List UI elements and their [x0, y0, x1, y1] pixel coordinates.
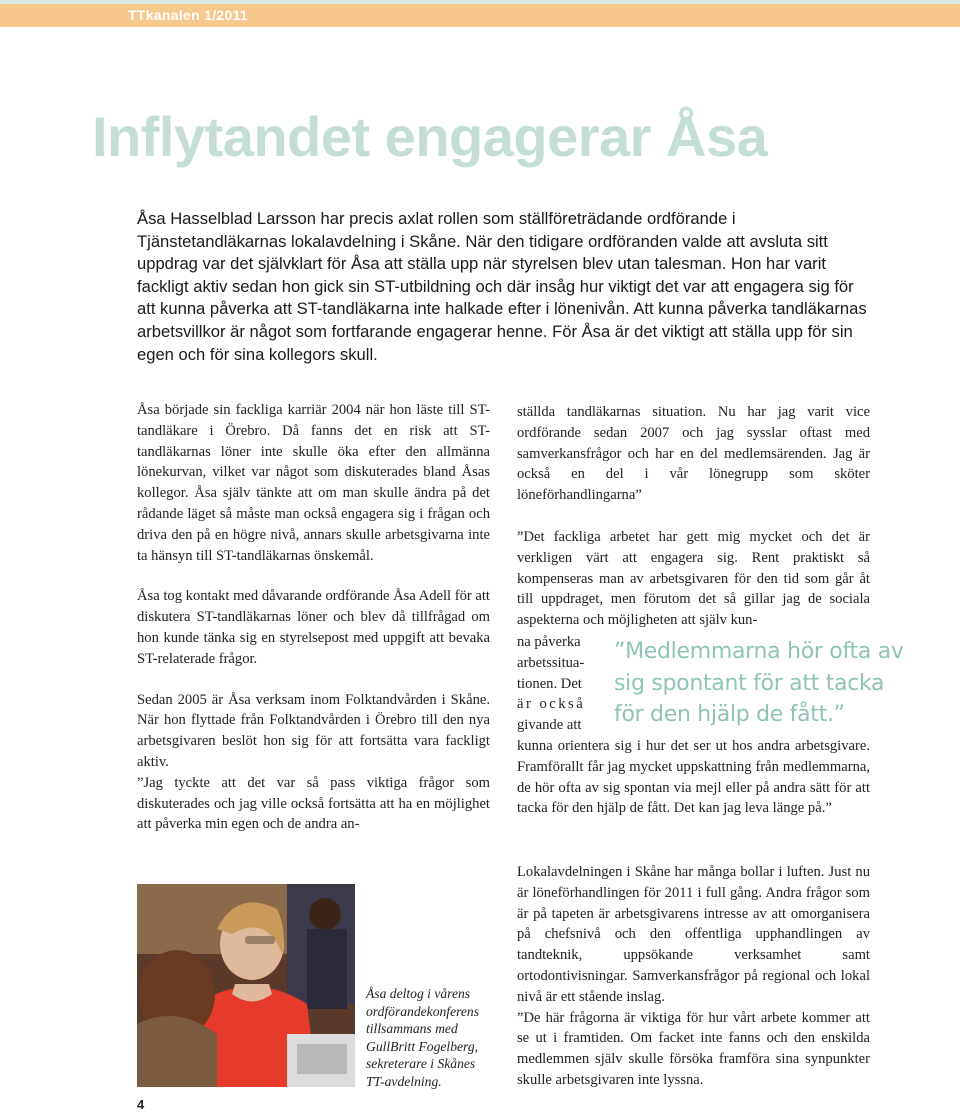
- photo-caption: Åsa deltog i vårens ordförandekonferens tillsammans med GullBritt Fogelberg, sekreterare i Skånes TT-avdelning.: [366, 986, 480, 1089]
- article-title: Inflytandet engagerar Åsa: [92, 105, 768, 168]
- body-paragraph: Lokalavdelningen i Skåne har många bollar i luften. Just nu är löneförhandlingen för 2011 i full gång. Andra frågor som är på tapeten är arbetsgivarens intresse av att omorganisera på chefsnivå och den offentliga upphandlingen av tandteknik, uppsökande verksamhet samt ortodontivisningar. Samverkansfrågor på regional och lokal nivå är ett stående inslag.: [517, 864, 870, 1005]
- body-paragraph: ”De här frågorna är viktiga för hur vårt arbete kommer att se ut i framtiden. Om facket inte fanns och den enskilda medlemmen själv skulle försöka framföra sina synpunkter skulle arbetsgivaren inte lyssna.: [517, 1009, 870, 1088]
- page-number: 4: [137, 1097, 145, 1112]
- text-line: givande att: [517, 717, 582, 734]
- body-paragraph: Sedan 2005 är Åsa verksam inom Folktandvården i Skåne. När hon flyttade från Folktandvården i Örebro till den nya arbetsgivaren beslöt hon sig för att fortsätta vara fackligt aktiv.: [137, 691, 490, 770]
- pull-quote: ”Medlemmarna hör ofta av sig spontant för att tacka för den hjälp de fått.”: [614, 639, 904, 727]
- body-paragraph: Åsa började sin fackliga karriär 2004 när hon läste till ST-tandläkare i Örebro. Då fanns det en risk att ST-tandläkarnas löner inte skulle öka efter den allmänna lönekurvan, vilket var något som diskuterades bland Åsas kollegor. Åsa själv tänkte att om man skulle ändra på det rådande läget så måste man också engagera sig i frågan och driva den på en högre nivå, annars skulle arbetsgivarna inte ta hänsyn till ST-tandläkarnas önskemål.: [137, 402, 490, 564]
- body-paragraph: ”Det fackliga arbetet har gett mig mycket och det är verkligen värt att engagera sig. Rent praktiskt så kompenseras man av arbetsgivaren för den tid som går åt till uppdraget, men förutom det så gillar jag de sociala aspekterna och möjligheten att själv kun-: [517, 529, 870, 629]
- photo-illustration: [137, 884, 355, 1087]
- body-paragraph: kunna orientera sig i hur det ser ut hos andra arbetsgivare. Framförallt får jag mycket uppskattning från medlemmarna, de hör ofta av sig spontan via mejl eller på andra sätt för att tacka för den hjälp de fått. Det kan jag leva länge på.”: [517, 738, 870, 817]
- text-line: arbetssitua-: [517, 654, 585, 671]
- text-line: tionen. Det: [517, 675, 582, 692]
- body-paragraph: ställda tandläkarnas situation. Nu har jag varit vice ordförande sedan 2007 och jag sysslar oftast med samverkansfrågor och har en del medlemsärenden. Jag är också en del i vår lönegrupp som sköter löneförhandlingarna”: [517, 404, 870, 504]
- article-lead: Åsa Hasselblad Larsson har precis axlat rollen som ställföreträdande ordförande i Tjänstetandläkarnas lokalavdelning i Skåne. När den tidigare ordföranden valde att avsluta sitt uppdrag var det självklart för Åsa att ställa upp när styrelsen blev utan talesman. Hon har varit fackligt aktiv sedan hon gick sin ST-utbildning och där insåg hur viktigt det var att engagera sig för att kunna påverka att ST-tandläkarna inte halkade efter i lönenivån. Att kunna påverka tandläkarnas arbetsvillkor är något som fortfarande engagerar henne. För Åsa är det viktigt att ställa upp för sin egen och för sina kollegors skull.: [137, 209, 867, 364]
- article-photo: [137, 884, 355, 1087]
- body-paragraph: Åsa tog kontakt med dåvarande ordförande Åsa Adell för att diskutera ST-tandläkarnas löner och blev då tillfrågad om hon kunde tänka sig en styrelsepost med uppgift att bevaka ST-relaterade frågor.: [137, 588, 490, 667]
- text-line: är också: [517, 696, 586, 713]
- body-paragraph: ”Jag tyckte att det var så pass viktiga frågor som diskuterades och jag ville också fortsätta att ha en möjlighet att påverka min egen och de andra an-: [137, 774, 490, 833]
- left-column: [137, 400, 490, 835]
- narrow-text-lines: [517, 632, 603, 736]
- right-column-bottom: [517, 862, 870, 1091]
- publication-header: TTkanalen 1/2011: [0, 4, 960, 27]
- text-line: na påverka: [517, 634, 581, 650]
